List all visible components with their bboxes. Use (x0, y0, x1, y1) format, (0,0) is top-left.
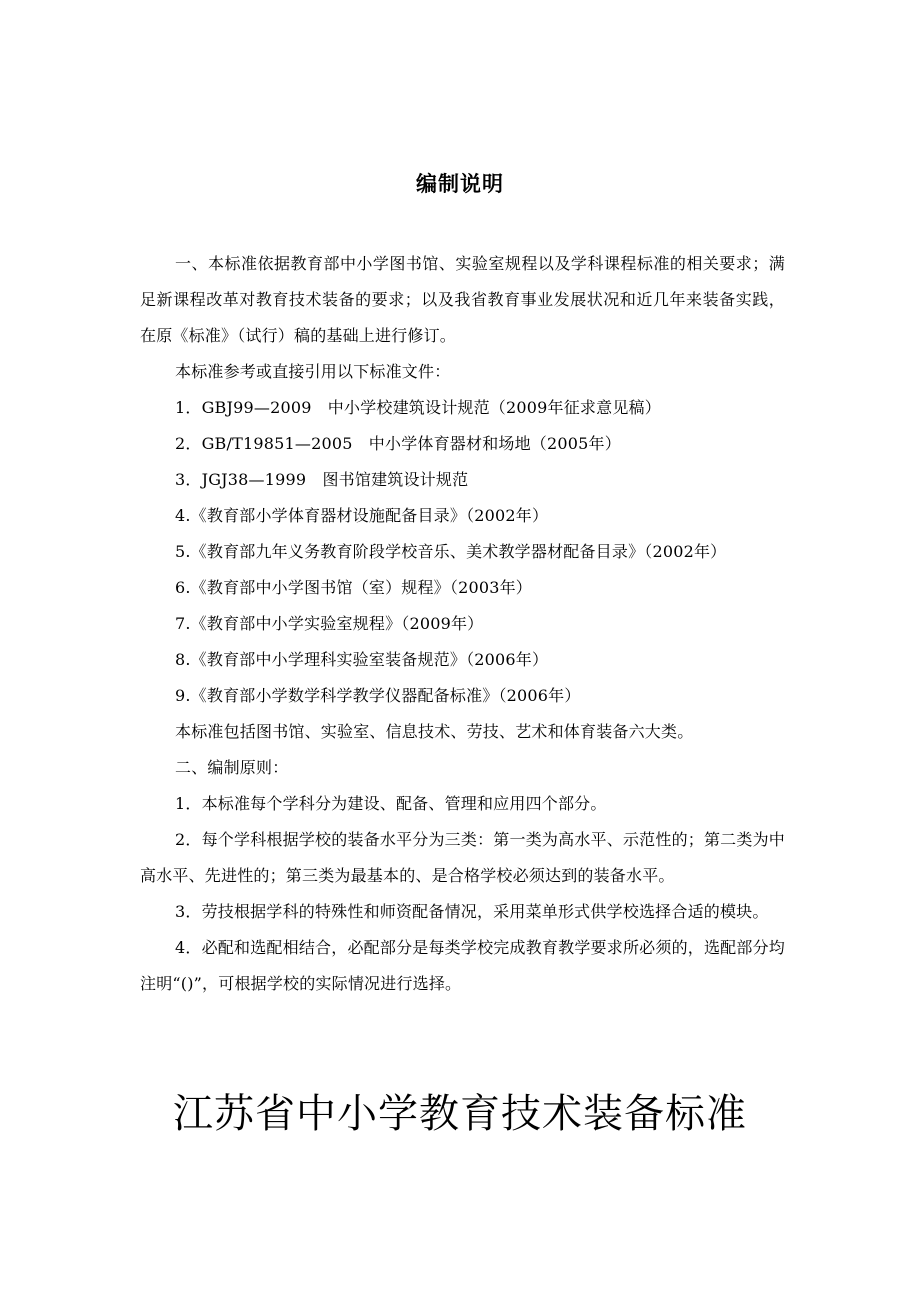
reference-item: 5.《教育部九年义务教育阶段学校音乐、美术教学器材配备目录》（2002年） (175, 542, 727, 561)
references-intro: 本标准参考或直接引用以下标准文件： (175, 362, 451, 381)
reference-item: 6.《教育部中小学图书馆（室）规程》（2003年） (175, 578, 532, 597)
reference-item: 7.《教育部中小学实验室规程》（2009年） (175, 614, 484, 633)
section-heading: 编制说明 (416, 172, 504, 196)
reference-item: 9.《教育部小学数学科学教学仪器配备标准》（2006年） (175, 686, 581, 705)
reference-item: 1．GBJ99—2009 中小学校建筑设计规范（2009年征求意见稿） (175, 398, 661, 417)
principle-item: 3．劳技根据学科的特殊性和师资配备情况，采用菜单形式供学校选择合适的模块。 (175, 902, 769, 921)
principle-item: 4．必配和选配相结合，必配部分是每类学校完成教育教学要求所必须的，选配部分均注明“()”，可根据学校的实际情况进行选择。 (140, 938, 785, 993)
principle-item: 1．本标准每个学科分为建设、配备、管理和应用四个部分。 (175, 794, 607, 813)
document-title: 江苏省中小学教育技术装备标准 (173, 1091, 747, 1137)
scope-statement: 本标准包括图书馆、实验室、信息技术、劳技、艺术和体育装备六大类。 (175, 722, 694, 741)
document-body (140, 246, 785, 1002)
intro-paragraph: 一、本标准依据教育部中小学图书馆、实验室规程以及学科课程标准的相关要求；满足新课程改革对教育技术装备的要求；以及我省教育事业发展状况和近几年来装备实践，在原《标准》（试行）稿的基础上进行修订。 (140, 254, 785, 345)
principle-item: 2．每个学科根据学校的装备水平分为三类：第一类为高水平、示范性的；第二类为中高水平、先进性的；第三类为最基本的、是合格学校必须达到的装备水平。 (140, 830, 785, 885)
reference-item: 3．JGJ38—1999 图书馆建筑设计规范 (175, 470, 469, 489)
principles-heading: 二、编制原则： (175, 758, 289, 777)
reference-item: 8.《教育部中小学理科实验室装备规范》（2006年） (175, 650, 549, 669)
reference-item: 4.《教育部小学体育器材设施配备目录》（2002年） (175, 506, 549, 525)
reference-item: 2．GB/T19851—2005 中小学体育器材和场地（2005年） (175, 434, 621, 453)
